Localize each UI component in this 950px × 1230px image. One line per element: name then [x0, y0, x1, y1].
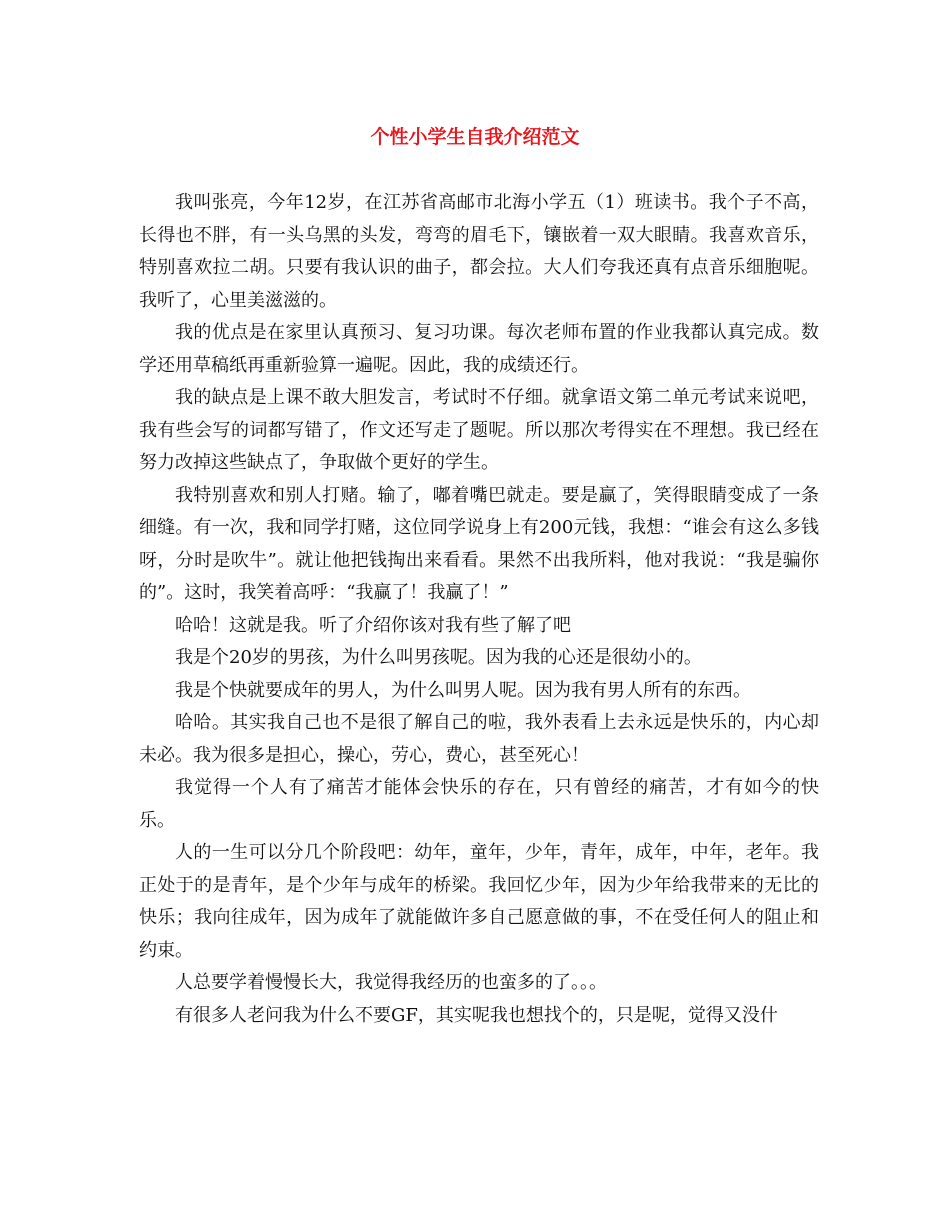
document-body: [139, 187, 819, 1032]
paragraph: 我特别喜欢和别人打赌。输了，嘟着嘴巴就走。要是赢了，笑得眼睛变成了一条细缝。有一次，我和同学打赌，这位同学说身上有200元钱，我想：“谁会有这么多钱呀，分时是吹牛”。就让他把钱掏出来看看。果然不出我所料，他对我说：“我是骗你的”。这时，我笑着高呼：“我赢了！我赢了！”: [139, 484, 819, 603]
paragraph: 我觉得一个人有了痛苦才能体会快乐的存在，只有曾经的痛苦，才有如今的快乐。: [139, 777, 819, 831]
paragraph: 我是个20岁的男孩，为什么叫男孩呢。因为我的心还是很幼小的。: [175, 647, 702, 668]
paragraph: 我叫张亮，今年12岁，在江苏省高邮市北海小学五（1）班读书。我个子不高，长得也不胖，有一头乌黑的头发，弯弯的眉毛下，镶嵌着一双大眼睛。我喜欢音乐，特别喜欢拉二胡。只要有我认识的曲子，都会拉。大人们夸我还真有点音乐细胞呢。我听了，心里美滋滋的。: [139, 192, 819, 311]
paragraph: 我是个快就要成年的男人，为什么叫男人呢。因为我有男人所有的东西。: [175, 679, 751, 701]
document-title: 个性小学生自我介绍范文: [370, 126, 580, 148]
paragraph: 人的一生可以分几个阶段吧：幼年，童年，少年，青年，成年，中年，老年。我正处于的是青年，是个少年与成年的桥梁。我回忆少年，因为少年给我带来的无比的快乐；我向往成年，因为成年了就能做许多自己愿意做的事，不在受任何人的阻止和约束。: [139, 842, 819, 961]
paragraph: 人总要学着慢慢长大，我觉得我经历的也蛮多的了。。。: [175, 972, 607, 993]
paragraph: 哈哈！这就是我。听了介绍你该对我有些了解了吧: [175, 614, 571, 636]
paragraph: 有很多人老问我为什么不要GF，其实呢我也想找个的，只是呢，觉得又没什: [175, 1004, 778, 1026]
paragraph: 哈哈。其实我自己也不是很了解自己的啦，我外表看上去永远是快乐的，内心却未必。我为很多是担心，操心，劳心，费心，甚至死心！: [139, 712, 819, 766]
paragraph: 我的优点是在家里认真预习、复习功课。每次老师布置的作业我都认真完成。数学还用草稿纸再重新验算一遍呢。因此，我的成绩还行。: [139, 322, 819, 376]
paragraph: 我的缺点是上课不敢大胆发言，考试时不仔细。就拿语文第二单元考试来说吧，我有些会写的词都写错了，作文还写走了题呢。所以那次考得实在不理想。我已经在努力改掉这些缺点了，争取做个更好的学生。: [139, 387, 819, 473]
